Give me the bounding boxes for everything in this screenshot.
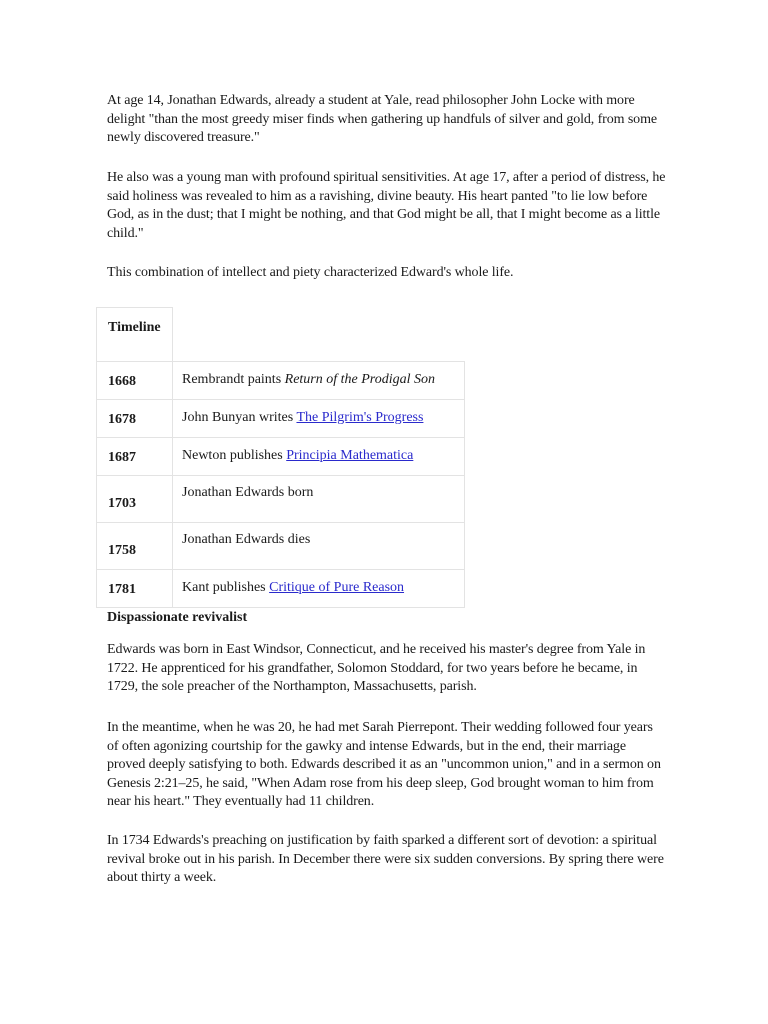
timeline-row (97, 437, 465, 475)
paragraph-combination: This combination of intellect and piety characterized Edward's whole life. (107, 265, 514, 280)
timeline-year: 1678 (97, 399, 173, 437)
timeline-header-row (97, 308, 465, 362)
paragraph-locke: At age 14, Jonathan Edwards, already a student at Yale, read philosopher John Locke with more delight "than the most greedy miser finds when gathering up handfuls of silver and gold, from some newly discovered treasure." (107, 93, 657, 145)
timeline-event (173, 569, 465, 607)
paragraph-marriage: In the meantime, when he was 20, he had met Sarah Pierrepont. Their wedding followed four years of often agonizing courtship for the gawky and intense Edwards, but in the end, their marriage proved deeply satisfying to both. Edwards described it as an "uncommon union," and in a sermon on Genesis 2:21–25, he said, "When Adam rose from his deep sleep, God brought woman to him from near his heart." They eventually had 11 children. (107, 720, 661, 809)
timeline-year: 1687 (97, 437, 173, 475)
timeline-event (173, 522, 465, 569)
paragraph-education: Edwards was born in East Windsor, Connecticut, and he received his master's degree from Yale in 1722. He apprenticed for his grandfather, Solomon Stoddard, for two years before he became, in 1729, the sole preacher of the Northampton, Massachusetts, parish. (107, 642, 646, 694)
timeline-event-text: Newton publishes (182, 447, 287, 463)
timeline-event (173, 361, 465, 399)
timeline-row (97, 399, 465, 437)
timeline-work-title: Return of the Prodigal Son (284, 371, 436, 387)
timeline-event (173, 399, 465, 437)
principia-mathematica-link[interactable]: Principia Mathematica (286, 447, 414, 463)
paragraph-revival: In 1734 Edwards's preaching on justification by faith sparked a different sort of devotion: a spiritual revival broke out in his parish. In December there were six sudden conversions. By spring there were about thirty a week. (107, 833, 664, 885)
timeline-year: 1703 (97, 475, 173, 522)
section-heading: Dispassionate revivalist (107, 610, 248, 625)
timeline-event-text: Kant publishes (182, 579, 270, 595)
timeline-event (173, 475, 465, 522)
timeline-year: 1758 (97, 522, 173, 569)
pilgrims-progress-link[interactable]: The Pilgrim's Progress (296, 409, 424, 425)
timeline-event-text: Jonathan Edwards dies (182, 531, 311, 547)
timeline-event-text: Rembrandt paints (182, 371, 285, 387)
timeline-row (97, 475, 465, 522)
timeline-header: Timeline (97, 308, 173, 362)
timeline-year: 1668 (97, 361, 173, 399)
timeline-year: 1781 (97, 569, 173, 607)
timeline-event-text: John Bunyan writes (182, 409, 297, 425)
timeline-table (96, 307, 465, 608)
critique-pure-reason-link[interactable]: Critique of Pure Reason (269, 579, 405, 595)
paragraph-spiritual: He also was a young man with profound spiritual sensitivities. At age 17, after a period of distress, he said holiness was revealed to him as a ravishing, divine beauty. His heart panted "to lie low before God, as in the dust; that I might be nothing, and that God might be all, that I might become as a little child." (107, 170, 666, 241)
timeline-row (97, 361, 465, 399)
timeline-row (97, 569, 465, 607)
timeline-event-text: Jonathan Edwards born (182, 484, 314, 500)
timeline-row (97, 522, 465, 569)
timeline-event (173, 437, 465, 475)
